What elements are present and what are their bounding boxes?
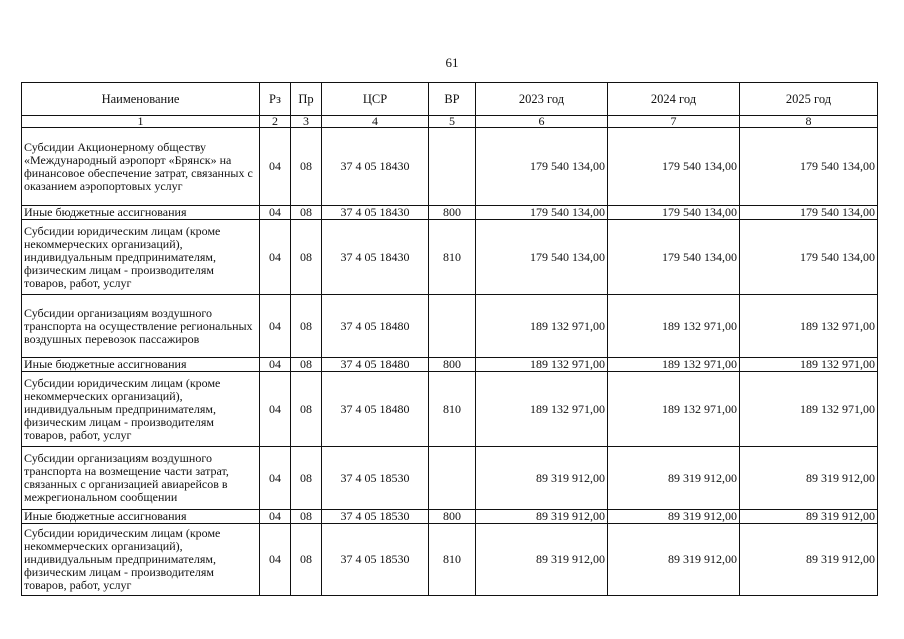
column-number: 5 [429,116,476,128]
row-vr [429,128,476,206]
row-rz: 04 [260,524,291,596]
row-pr: 08 [291,510,322,524]
row-pr: 08 [291,128,322,206]
row-rz: 04 [260,295,291,358]
row-2025: 189 132 971,00 [740,295,878,358]
row-csr: 37 4 05 18430 [322,206,429,220]
row-2025: 179 540 134,00 [740,206,878,220]
header-2023: 2023 год [476,83,608,116]
column-number: 8 [740,116,878,128]
row-name: Субсидии юридическим лицам (кроме некоммерческих организаций), индивидуальным предпринимателям, физическим лицам - производителям товаров, работ, услуг [22,220,260,295]
header-row [22,83,878,116]
row-pr: 08 [291,372,322,447]
table-row [22,358,878,372]
row-csr: 37 4 05 18480 [322,295,429,358]
table-row [22,220,878,295]
row-2023: 189 132 971,00 [476,295,608,358]
row-csr: 37 4 05 18530 [322,524,429,596]
column-number: 4 [322,116,429,128]
page-number: 61 [445,55,459,70]
row-2023: 89 319 912,00 [476,510,608,524]
row-name: Субсидии юридическим лицам (кроме некоммерческих организаций), индивидуальным предпринимателям, физическим лицам - производителям товаров, работ, услуг [22,372,260,447]
row-2025: 189 132 971,00 [740,358,878,372]
row-2024: 189 132 971,00 [608,358,740,372]
row-pr: 08 [291,447,322,510]
row-name: Иные бюджетные ассигнования [22,206,260,220]
row-rz: 04 [260,206,291,220]
row-vr: 800 [429,510,476,524]
row-2024: 179 540 134,00 [608,128,740,206]
row-name: Субсидии юридическим лицам (кроме некоммерческих организаций), индивидуальным предпринимателям, физическим лицам - производителям товаров, работ, услуг [22,524,260,596]
row-2024: 179 540 134,00 [608,220,740,295]
row-pr: 08 [291,295,322,358]
row-csr: 37 4 05 18530 [322,447,429,510]
header-csr: ЦСР [322,83,429,116]
header-pr: Пр [291,83,322,116]
table-row [22,510,878,524]
table-row [22,295,878,358]
row-vr: 810 [429,220,476,295]
row-2025: 179 540 134,00 [740,220,878,295]
row-2024: 89 319 912,00 [608,510,740,524]
row-name: Субсидии организациям воздушного транспорта на осуществление региональных воздушных перевозок пассажиров [22,295,260,358]
row-2023: 89 319 912,00 [476,447,608,510]
table-row [22,447,878,510]
column-number: 7 [608,116,740,128]
table-row [22,206,878,220]
row-csr: 37 4 05 18480 [322,372,429,447]
row-2025: 89 319 912,00 [740,510,878,524]
row-2024: 189 132 971,00 [608,372,740,447]
table-row [22,524,878,596]
row-rz: 04 [260,220,291,295]
row-vr [429,295,476,358]
row-vr [429,447,476,510]
header-2024: 2024 год [608,83,740,116]
row-2023: 189 132 971,00 [476,372,608,447]
row-2024: 89 319 912,00 [608,524,740,596]
row-2025: 89 319 912,00 [740,524,878,596]
row-csr: 37 4 05 18430 [322,220,429,295]
row-2023: 89 319 912,00 [476,524,608,596]
row-name: Субсидии организациям воздушного транспорта на возмещение части затрат, связанных с организацией авиарейсов в межрегиональном сообщении [22,447,260,510]
row-vr: 810 [429,524,476,596]
row-name: Иные бюджетные ассигнования [22,510,260,524]
row-2023: 189 132 971,00 [476,358,608,372]
table-row [22,372,878,447]
row-pr: 08 [291,358,322,372]
row-vr: 810 [429,372,476,447]
budget-table [21,82,878,596]
row-pr: 08 [291,220,322,295]
header-2025: 2025 год [740,83,878,116]
header-vr: ВР [429,83,476,116]
row-2023: 179 540 134,00 [476,206,608,220]
header-name: Наименование [22,83,260,116]
row-2024: 179 540 134,00 [608,206,740,220]
row-csr: 37 4 05 18480 [322,358,429,372]
row-rz: 04 [260,358,291,372]
row-rz: 04 [260,510,291,524]
row-vr: 800 [429,358,476,372]
row-2024: 189 132 971,00 [608,295,740,358]
row-2025: 179 540 134,00 [740,128,878,206]
row-rz: 04 [260,128,291,206]
row-csr: 37 4 05 18430 [322,128,429,206]
column-number: 3 [291,116,322,128]
table-row [22,128,878,206]
column-number: 1 [22,116,260,128]
row-2025: 189 132 971,00 [740,372,878,447]
row-rz: 04 [260,447,291,510]
row-2023: 179 540 134,00 [476,128,608,206]
column-number: 6 [476,116,608,128]
row-pr: 08 [291,524,322,596]
row-name: Иные бюджетные ассигнования [22,358,260,372]
row-2024: 89 319 912,00 [608,447,740,510]
column-number: 2 [260,116,291,128]
row-pr: 08 [291,206,322,220]
row-rz: 04 [260,372,291,447]
row-name: Субсидии Акционерному обществу «Международный аэропорт «Брянск» на финансовое обеспечение затрат, связанных с оказанием аэропортовых услуг [22,128,260,206]
row-vr: 800 [429,206,476,220]
row-2023: 179 540 134,00 [476,220,608,295]
row-2025: 89 319 912,00 [740,447,878,510]
header-rz: Рз [260,83,291,116]
column-number-row [22,116,878,128]
row-csr: 37 4 05 18530 [322,510,429,524]
